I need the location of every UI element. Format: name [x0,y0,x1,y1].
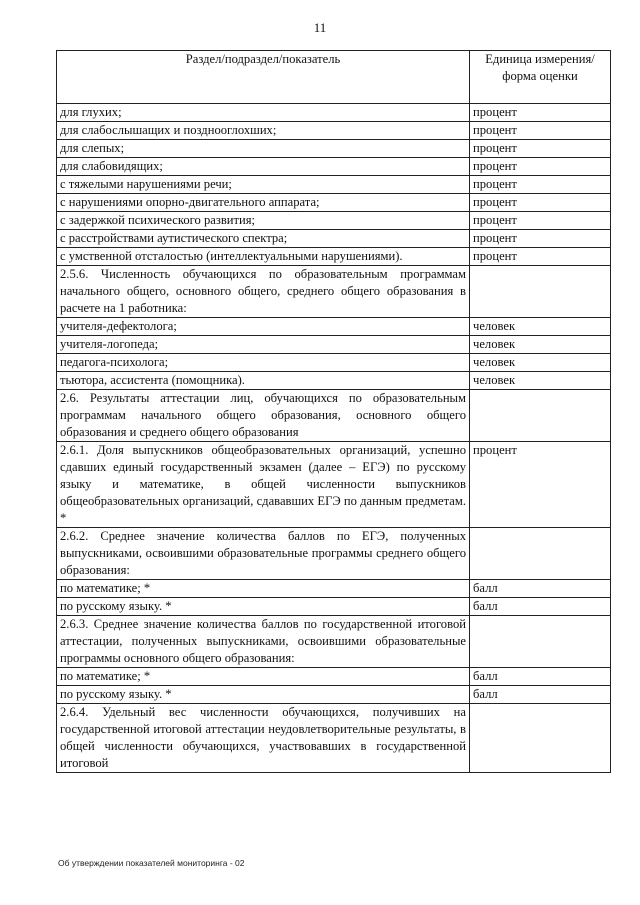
unit-cell: человек [470,336,611,354]
table-row [57,176,611,194]
header-section-indicator: Раздел/подраздел/показатель [57,51,470,104]
table-row [57,194,611,212]
unit-cell [470,528,611,580]
indicator-name-cell: 2.6.4. Удельный вес численности обучающихся, получивших на государственной итоговой аттестации неудовлетворительные результаты, в общей численности обучающихся, участвовавших в государственной итоговой [57,704,470,773]
header-unit-of-measure: Единица измерения/ форма оценки [470,51,611,104]
table-row [57,686,611,704]
unit-cell: балл [470,580,611,598]
unit-cell [470,266,611,318]
document-footer: Об утверждении показателей мониторинга - 02 [58,858,245,868]
indicator-name-cell: с расстройствами аутистического спектра; [57,230,470,248]
table-row [57,230,611,248]
indicator-name-cell: для слабовидящих; [57,158,470,176]
indicator-name-cell: по математике; * [57,668,470,686]
table-header-row [57,51,611,104]
indicator-name-cell: с тяжелыми нарушениями речи; [57,176,470,194]
unit-cell [470,704,611,773]
indicator-name-cell: для слепых; [57,140,470,158]
indicator-name-cell: по русскому языку. * [57,598,470,616]
unit-cell [470,616,611,668]
indicator-name-cell: педагога-психолога; [57,354,470,372]
table-row [57,580,611,598]
unit-cell: процент [470,212,611,230]
table-row [57,390,611,442]
table-row [57,354,611,372]
unit-cell: процент [470,442,611,528]
unit-cell: процент [470,176,611,194]
table-row [57,248,611,266]
table-row [57,668,611,686]
table-row [57,336,611,354]
unit-cell: человек [470,372,611,390]
indicator-name-cell: 2.6.1. Доля выпускников общеобразовательных организаций, успешно сдавших единый государственный экзамен (далее – ЕГЭ) по русскому языку и математике, в общей численности выпускников общеобразовательных организаций, сдававших ЕГЭ по данным предметам. * [57,442,470,528]
indicator-name-cell: с нарушениями опорно-двигательного аппарата; [57,194,470,212]
indicators-table-body [57,51,611,773]
unit-cell: человек [470,354,611,372]
indicator-name-cell: 2.6.3. Среднее значение количества баллов по государственной итоговой аттестации, полученных выпускниками, освоившими образовательные программы основного общего образования: [57,616,470,668]
table-row [57,442,611,528]
unit-cell: процент [470,140,611,158]
indicator-name-cell: с задержкой психического развития; [57,212,470,230]
unit-cell [470,390,611,442]
unit-cell: процент [470,104,611,122]
indicator-name-cell: 2.6. Результаты аттестации лиц, обучающихся по образовательным программам начального общего образования, основного общего образования и среднего общего образования [57,390,470,442]
unit-cell: процент [470,158,611,176]
indicator-name-cell: 2.6.2. Среднее значение количества баллов по ЕГЭ, полученных выпускниками, освоившими образовательные программы среднего общего образования: [57,528,470,580]
unit-cell: балл [470,598,611,616]
indicator-name-cell: тьютора, ассистента (помощника). [57,372,470,390]
indicator-name-cell: учителя-дефектолога; [57,318,470,336]
indicator-name-cell: для глухих; [57,104,470,122]
indicator-name-cell: для слабослышащих и позднооглохших; [57,122,470,140]
indicator-name-cell: по русскому языку. * [57,686,470,704]
page-number: 11 [313,20,327,35]
indicator-name-cell: с умственной отсталостью (интеллектуальными нарушениями). [57,248,470,266]
unit-cell: человек [470,318,611,336]
table-row [57,598,611,616]
unit-cell: балл [470,668,611,686]
table-row [57,372,611,390]
table-row [57,318,611,336]
table-row [57,104,611,122]
table-row [57,616,611,668]
unit-cell: балл [470,686,611,704]
unit-cell: процент [470,248,611,266]
unit-cell: процент [470,194,611,212]
indicators-table [56,50,611,773]
indicator-name-cell: по математике; * [57,580,470,598]
indicator-name-cell: 2.5.6. Численность обучающихся по образовательным программам начального общего, основного общего, среднего общего образования в расчете на 1 работника: [57,266,470,318]
table-row [57,266,611,318]
table-row [57,122,611,140]
unit-cell: процент [470,230,611,248]
table-row [57,158,611,176]
unit-cell: процент [470,122,611,140]
table-row [57,212,611,230]
table-row [57,140,611,158]
table-row [57,704,611,773]
table-row [57,528,611,580]
indicator-name-cell: учителя-логопеда; [57,336,470,354]
